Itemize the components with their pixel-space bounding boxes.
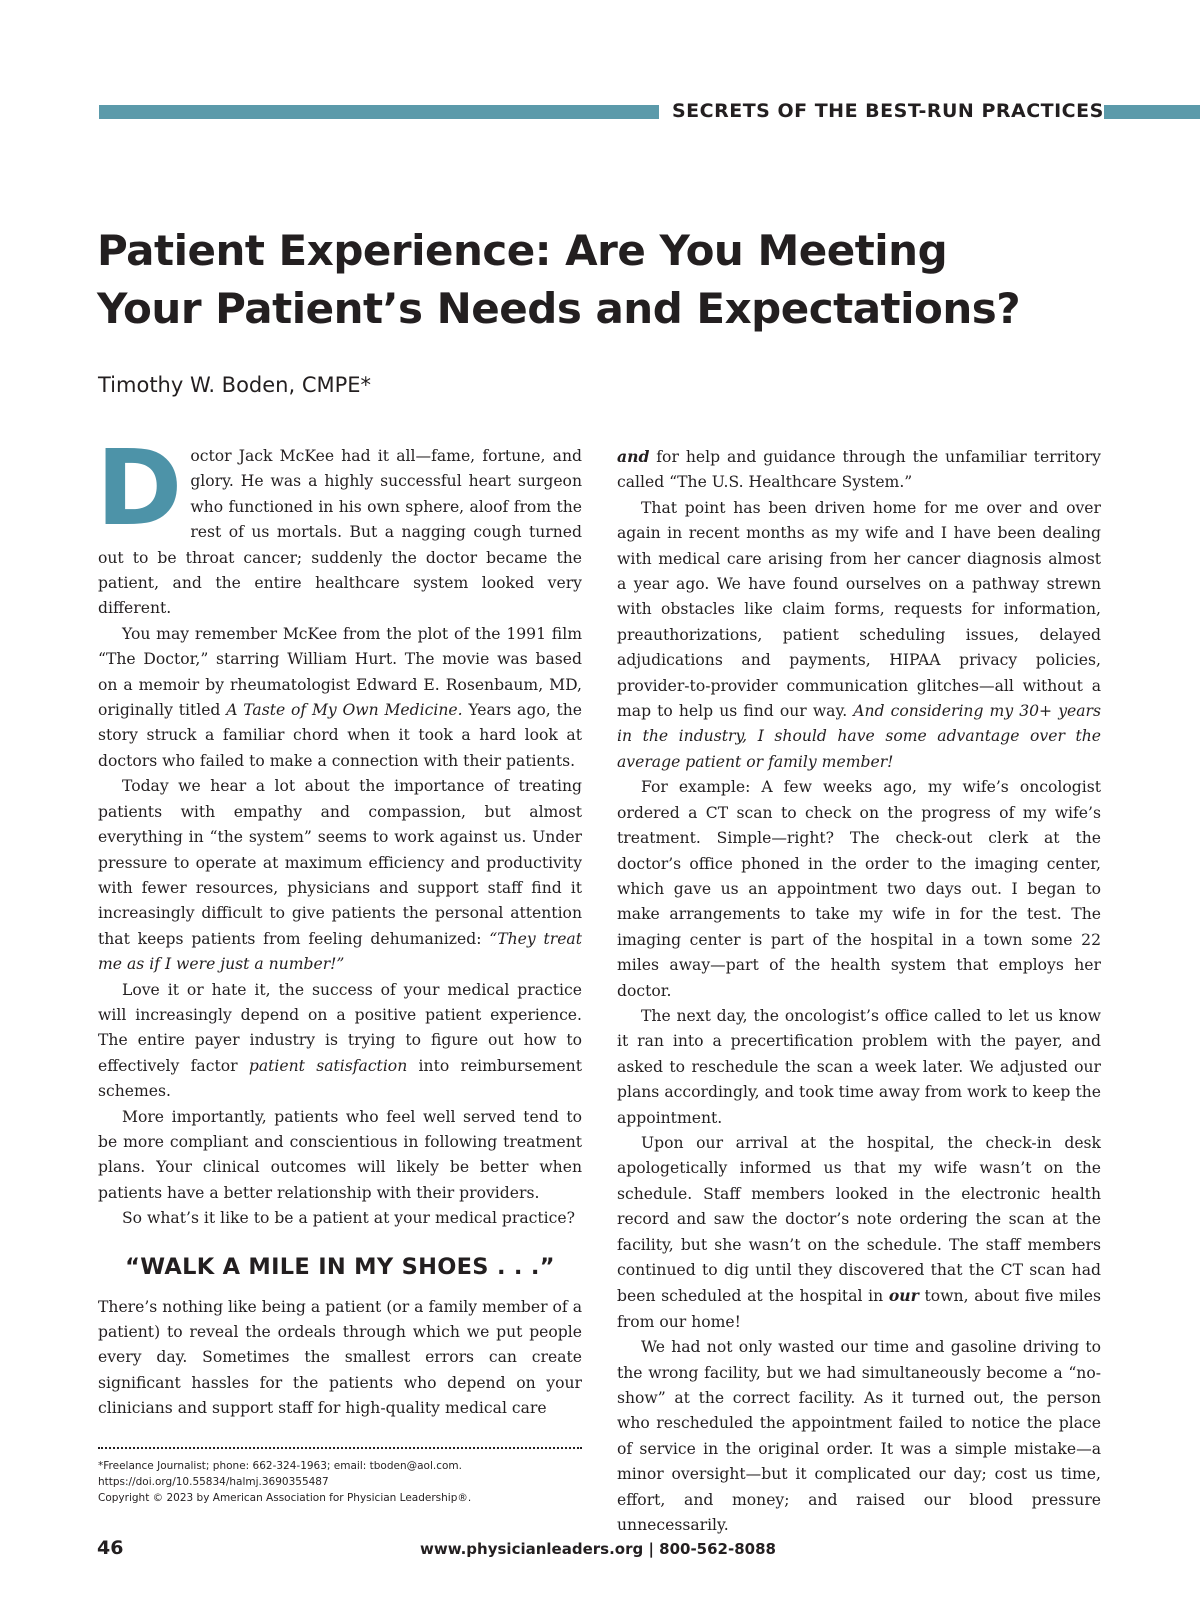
footnote-copyright: Copyright © 2023 by American Association for Physician Leadership®. xyxy=(98,1492,472,1504)
right-column xyxy=(617,444,1101,1538)
paragraph: There’s nothing like being a patient (or a family member of a patient) to reveal the ordeals through which we put people every day. Sometimes the smallest errors can create significant hassles for the patients who depend on your clinicians and support staff for high-quality medical care xyxy=(98,1297,582,1418)
drop-cap: D xyxy=(96,427,183,549)
footer-website-phone: www.physicianleaders.org | 800-562-8088 xyxy=(420,1540,776,1558)
paragraph: You may remember McKee from the plot of the 1991 film “The Doctor,” starring William Hurt. The movie was based on a memoir by rheumatologist Edward E. Rosenbaum, MD, originally titled A Taste of My Own Medicine. Years ago, the story struck a familiar chord when it took a hard look at doctors who failed to make a connection with their patients. xyxy=(98,624,582,770)
paragraph: Love it or hate it, the success of your medical practice will increasingly depend on a positive patient experience. The entire payer industry is trying to figure out how to effectively factor patient satisfaction into reimbursement schemes. xyxy=(98,980,582,1101)
paragraph: and for help and guidance through the unfamiliar territory called “The U.S. Healthcare System.” xyxy=(617,447,1101,492)
title-line-2: Your Patient’s Needs and Expectations? xyxy=(97,284,1021,333)
footnote xyxy=(98,1458,598,1506)
paragraph: For example: A few weeks ago, my wife’s oncologist ordered a CT scan to check on the progress of my wife’s treatment. Simple—right? The check-out clerk at the doctor’s office phoned in the order to the imaging center, which gave us an appointment two days out. I began to make arrangements to take my wife in for the test. The imaging center is part of the hospital in a town some 22 miles away—part of the health system that employs her doctor. xyxy=(617,778,1101,1000)
paragraph: Doctor Jack McKee had it all—fame, fortune, and glory. He was a highly successful heart surgeon who functioned in his own sphere, aloof from the rest of us mortals. But a nagging cough turned out to be throat cancer; suddenly the doctor became the patient, and the entire healthcare system looked very different. xyxy=(96,427,582,618)
article-title xyxy=(97,222,1117,338)
section-subheading: “WALK A MILE IN MY SHOES . . .” xyxy=(125,1253,555,1280)
paragraph: Today we hear a lot about the importance of treating patients with empathy and compassion, but almost everything in “the system” seems to work against us. Under pressure to operate at maximum efficiency and productivity with fewer resources, physicians and support staff find it increasingly difficult to give patients the personal attention that keeps patients from feeling dehumanized: “They treat me as if I were just a number!” xyxy=(98,777,582,974)
footnote-affiliation: *Freelance Journalist; phone: 662-324-1963; email: tboden@aol.com. xyxy=(98,1460,462,1472)
paragraph: That point has been driven home for me over and over again in recent months as my wife and I have been dealing with medical care arising from her cancer diagnosis almost a year ago. We have found ourselves on a pathway strewn with obstacles like claim forms, requests for information, preauthorizations, patient scheduling issues, delayed adjudications and payments, HIPAA privacy policies, provider-to-provider communication glitches—all without a map to help us find our way. And considering my 30+ years in the industry, I should have some advantage over the average patient or family member! xyxy=(617,498,1101,771)
header-band-right xyxy=(1104,105,1200,119)
paragraph: We had not only wasted our time and gasoline driving to the wrong facility, but we had simultaneously become a “no-show” at the correct facility. As it turned out, the person who rescheduled the appointment failed to notice the place of service in the original order. It was a simple mistake—a minor oversight—but it complicated our day; cost us time, effort, and money; and raised our blood pressure unnecessarily. xyxy=(617,1338,1101,1535)
footnote-divider xyxy=(98,1447,582,1449)
left-column xyxy=(96,427,582,1422)
paragraph: Upon our arrival at the hospital, the check-in desk apologetically informed us that my wife wasn’t on the schedule. Staff members looked in the electronic health record and saw the doctor’s note ordering the scan at the facility, but she wasn’t on the schedule. The staff members continued to dig until they discovered that the CT scan had been scheduled at the hospital in our town, about five miles from our home! xyxy=(617,1133,1101,1331)
paragraph: The next day, the oncologist’s office called to let us know it ran into a precertification problem with the payer, and asked to reschedule the scan a week later. We adjusted our plans accordingly, and took time away from work to keep the appointment. xyxy=(617,1006,1101,1127)
author-byline: Timothy W. Boden, CMPE* xyxy=(98,373,372,397)
paragraph: So what’s it like to be a patient at your medical practice? xyxy=(122,1209,575,1228)
section-title: SECRETS OF THE BEST-RUN PRACTICES xyxy=(672,100,1104,122)
page-number: 46 xyxy=(97,1537,124,1559)
footnote-doi: https://doi.org/10.55834/halmj.3690355487 xyxy=(98,1476,329,1488)
paragraph: More importantly, patients who feel well served tend to be more compliant and conscientious in following treatment plans. Your clinical outcomes will likely be better when patients have a better relationship with their providers. xyxy=(98,1107,582,1202)
title-line-1: Patient Experience: Are You Meeting xyxy=(97,226,948,275)
header-band-left xyxy=(99,105,659,119)
